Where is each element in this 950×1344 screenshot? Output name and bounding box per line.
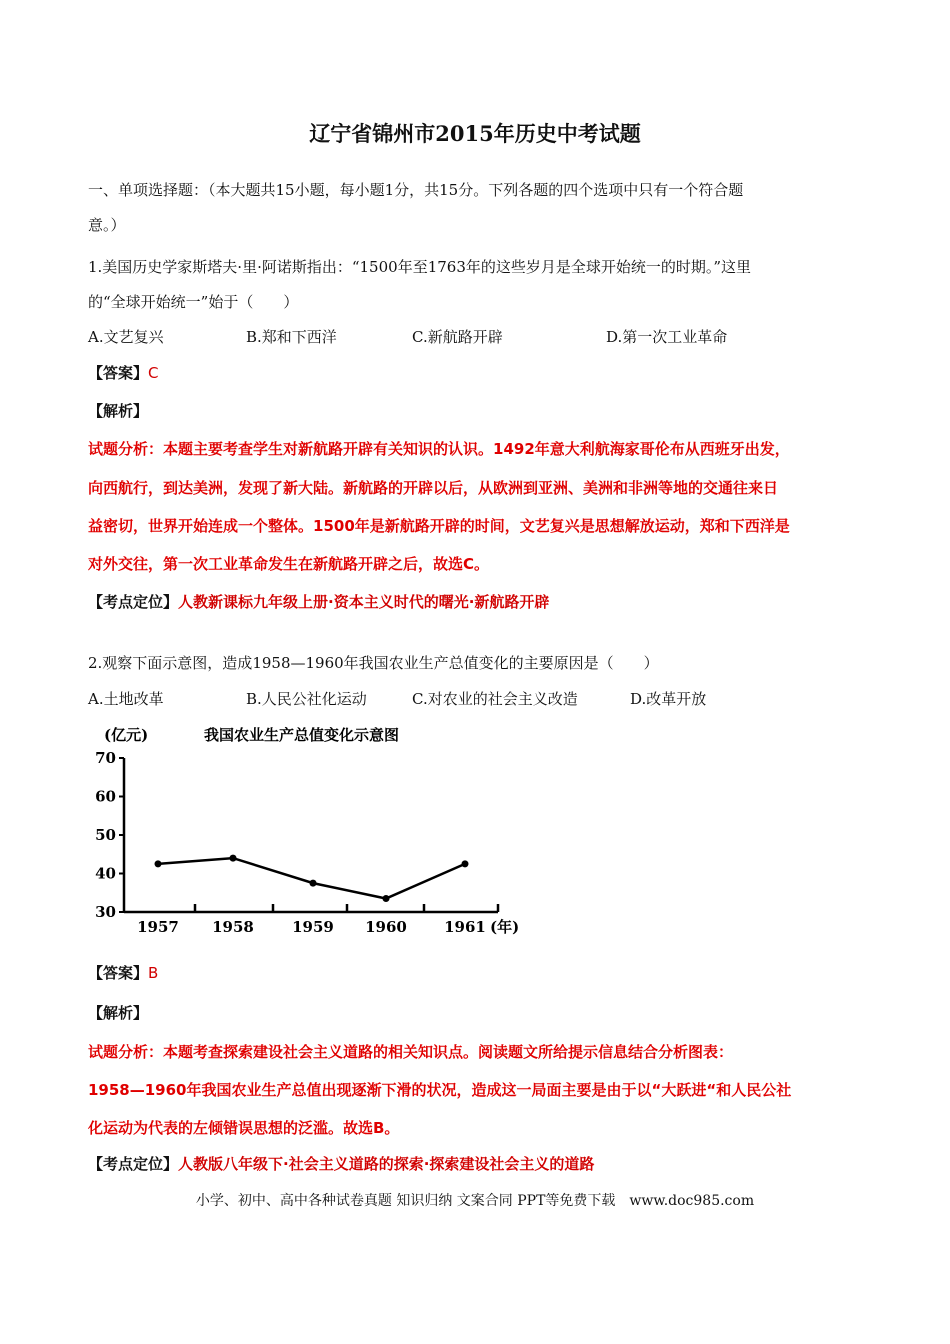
q1-analysis-line: 对外交往，第一次工业革命发生在新航路开辟之后，故选C。 — [88, 555, 490, 573]
agri-output-chart — [80, 718, 540, 948]
data-point — [155, 860, 162, 867]
q1-answer-value: C — [148, 364, 159, 382]
q1-answer-label: 【答案】 — [88, 364, 149, 382]
q2-answer-value: B — [148, 964, 159, 982]
q2-kp-value: 人教版八年级下·社会主义道路的探索·探索建设社会主义的道路 — [178, 1155, 595, 1173]
q2-analysis-line: 化运动为代表的左倾错误思想的泛滥。故选B。 — [88, 1119, 400, 1137]
footer: 小学、初中、高中各种试卷真题 知识归纳 文案合同 PPT等免费下载 www.doc985.com — [195, 1193, 755, 1209]
q1-analysis-label: 【解析】 — [88, 402, 149, 420]
x-tick-label: 1959 — [292, 918, 334, 936]
q1-kp-label: 【考点定位】 — [88, 593, 179, 611]
data-point — [230, 855, 237, 862]
x-tick-label: 1961 — [444, 918, 486, 936]
q2-option-a: A.土地改革 — [88, 690, 164, 708]
q1-stem-cont: 的“全球开始统一”始于（ ） — [88, 293, 299, 311]
q2-knowledge-point — [88, 1153, 594, 1174]
q1-kp-value: 人教新课标九年级上册·资本主义时代的曙光·新航路开辟 — [178, 593, 550, 611]
section-heading: 一、单项选择题：（本大题共15小题，每小题1分，共15分。下列各题的四个选项中只有一个符合题 — [88, 181, 744, 199]
q1-option-a: A.文艺复兴 — [88, 328, 164, 346]
data-point — [462, 860, 469, 867]
x-tick-label: 1957 — [137, 918, 179, 936]
y-tick-label: 60 — [95, 787, 116, 806]
data-point — [383, 895, 390, 902]
section-heading-cont: 意。） — [88, 216, 126, 234]
q2-stem: 2.观察下面示意图，造成1958—1960年我国农业生产总值变化的主要原因是（ ） — [88, 654, 659, 672]
q2-analysis-line: 1958—1960年我国农业生产总值出现逐渐下滑的状况，造成这一局面主要是由于以“大跃进“和人民公社 — [88, 1081, 792, 1099]
q1-analysis-line: 向西航行，到达美洲，发现了新大陆。新航路的开辟以后，从欧洲到亚洲、美洲和非洲等地的交通往来日 — [88, 479, 779, 497]
q2-option-d: D.改革开放 — [630, 690, 707, 708]
q1-option-d: D.第一次工业革命 — [606, 328, 728, 346]
x-tick-label: 1960 — [365, 918, 407, 936]
q2-analysis-label: 【解析】 — [88, 1004, 149, 1022]
y-tick-label: 70 — [95, 749, 116, 767]
chart-ylabel: (亿元) — [104, 726, 149, 744]
series-line — [158, 858, 465, 898]
q1-analysis-line: 益密切，世界开始连成一个整体。1500年是新航路开辟的时间，文艺复兴是思想解放运动，郑和下西洋是 — [88, 517, 790, 535]
x-tick-label: 1958 — [212, 918, 254, 936]
q1-knowledge-point — [88, 591, 549, 612]
q1-stem: 1.美国历史学家斯塔夫·里·阿诺斯指出：“1500年至1763年的这些岁月是全球开始统一的时期。”这里 — [88, 258, 752, 276]
data-point — [310, 880, 317, 887]
q1-option-c: C.新航路开辟 — [412, 328, 503, 346]
chart-title: 我国农业生产总值变化示意图 — [204, 726, 400, 744]
y-tick-label: 50 — [95, 826, 116, 844]
q1-analysis-line: 试题分析：本题主要考查学生对新航路开辟有关知识的认识。1492年意大利航海家哥伦布从西班牙出发， — [88, 440, 790, 458]
y-tick-label: 40 — [95, 864, 116, 883]
q2-analysis-line: 试题分析：本题考查探索建设社会主义道路的相关知识点。阅读题文所给提示信息结合分析图表： — [88, 1043, 734, 1061]
y-tick-label: 30 — [95, 903, 116, 921]
page-title: 辽宁省锦州市2015年历史中考试题 — [309, 121, 641, 146]
q2-answer — [88, 962, 158, 983]
chart-xlabel: (年) — [490, 918, 520, 936]
q2-option-c: C.对农业的社会主义改造 — [412, 690, 578, 708]
q2-answer-label: 【答案】 — [88, 964, 149, 982]
q1-answer — [88, 362, 159, 383]
q2-option-b: B.人民公社化运动 — [246, 690, 367, 708]
q2-kp-label: 【考点定位】 — [88, 1155, 179, 1173]
q1-option-b: B.郑和下西洋 — [246, 328, 337, 346]
